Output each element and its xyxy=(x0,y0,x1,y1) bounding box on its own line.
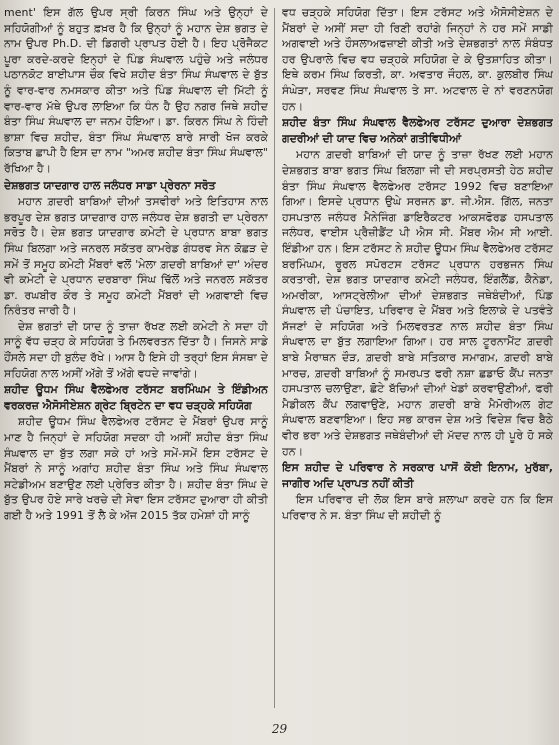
left-paragraph-2: ਮਹਾਨ ਗ਼ਦਰੀ ਬਾਬਿਆਂ ਦੀਆਂ ਤਸਵੀਰਾਂ ਅਤੇ ਇਤਿਹਾਸ ਨਾਲ ਭਰਪੂਰ ਦੇਸ਼ ਭਗਤ ਯਾਦਗਾਰ ਹਾਲ ਜਲੰਧਰ ਦੇਸ਼ ਭਗਤੀ ਦਾ ਪ੍ਰੇਰਨਾ ਸਰੋਤ ਹੈ। ਦੇਸ਼ ਭਗਤ ਯਾਦਗਾਰ ਕਮੇਟੀ ਦੇ ਪ੍ਰਧਾਨ ਬਾਬਾ ਭਗਤ ਸਿੰਘ ਬਿਲਗਾ ਅਤੇ ਜਨਰਲ ਸਕੱਤਰ ਕਾਮਰੇਡ ਗੰਧਰਵ ਸੇਨ ਕੋਛੜ ਦੇ ਸਮੇਂ ਤੋਂ ਸਮੂਹ ਕਮੇਟੀ ਮੈਂਬਰਾਂ ਵਲੋਂ 'ਮੇਲਾ ਗ਼ਦਰੀ ਬਾਬਿਆਂ ਦਾ' ਅੰਦਰ ਵੀ ਕਮੇਟੀ ਦੇ ਪ੍ਰਧਾਨ ਦਰਬਾਰਾ ਸਿੰਘ ਢਿੱਲੋਂ ਅਤੇ ਜਨਰਲ ਸਕੱਤਰ ਡਾ. ਰਘਬੀਰ ਕੌਰ ਤੇ ਸਮੂਹ ਕਮੇਟੀ ਮੈਂਬਰਾਂ ਦੀ ਅਗਵਾਈ ਵਿਚ ਨਿਰੰਤਰ ਜਾਰੀ ਹੈ। xyxy=(4,195,268,318)
left-column xyxy=(4,5,268,715)
right-paragraph-1: ਵਧ ਚੜ੍ਹਕੇ ਸਹਿਯੋਗ ਦਿੱਤਾ। ਇਸ ਟਰੱਸਟ ਅਤੇ ਐਸੋਸੀਏਸ਼ਨ ਦੇ ਮੈਂਬਰਾਂ ਦੇ ਅਸੀਂ ਸਦਾ ਹੀ ਰਿਣੀ ਰਹਾਂਗੇ ਜਿਨ੍ਹਾਂ ਨੇ ਹਰ ਸਮੇਂ ਸਾਡੀ ਅਗਵਾਈ ਅਤੇ ਹੌਸਲਾਅਫਜ਼ਾਈ ਕੀਤੀ ਅਤੇ ਦੇਸ਼ਭਗਤਾਂ ਨਾਲ ਸੰਬੰਧਤ ਹਰ ਉਪਰਾਲੇ ਵਿਚ ਵਧ ਚੜ੍ਹਕੇ ਸਹਿਯੋਗ ਦੇ ਕੇ ਉਤਸ਼ਾਹਿਤ ਕੀਤਾ। ਇਥੇ ਕਰਮ ਸਿੰਘ ਕਿਰਤੀ, ਕਾ. ਅਵਤਾਰ ਜੌਹਲ, ਕਾ. ਕੁਲਬੀਰ ਸਿੰਘ ਸੰਘੇੜਾ, ਸਰਵਣ ਸਿੰਘ ਸੰਘਵਾਲ ਤੇ ਸਾ. ਅਟਵਾਲ ਦੇ ਨਾਂ ਵਰਣਨਯੋਗ ਹਨ। xyxy=(282,6,553,113)
right-paragraph-3: ਇਸ ਪਰਿਵਾਰ ਦੀ ਲੋਕ ਇਸ ਬਾਰੇ ਸ਼ਲਾਘਾ ਕਰਦੇ ਹਨ ਕਿ ਇਸ ਪਰਿਵਾਰ ਨੇ ਸ. ਬੰਤਾ ਸਿੰਘ ਦੀ ਸ਼ਹੀਦੀ ਨੂੰ xyxy=(282,493,553,522)
left-heading-memorial-hall: ਦੇਸ਼ਭਗਤ ਯਾਦਗਾਰ ਹਾਲ ਜਲੰਧਰ ਸਾਡਾ ਪ੍ਰੇਰਨਾ ਸਰੋਤ xyxy=(4,178,216,192)
right-column xyxy=(282,5,553,715)
left-paragraph-1: ment' ਇਸ ਗੱਲ ਉਪਰ ਸ੍ਰੀ ਕਿਰਨ ਸਿੰਘ ਅਤੇ ਉਨ੍ਹਾਂ ਦੇ ਸਹਿਯੋਗੀਆਂ ਨੂੰ ਬਹੁਤ ਫ਼ਖ਼ਰ ਹੈ ਕਿ ਉਨ੍ਹਾਂ ਨੂੰ ਮਹਾਨ ਦੇਸ਼ ਭਗਤ ਦੇ ਨਾਮ ਉਪਰ Ph.D. ਦੀ ਡਿਗਰੀ ਪ੍ਰਾਪਤ ਹੋਈ ਹੈ। ਇਹ ਪ੍ਰੋਜੈਕਟ ਪੂਰਾ ਕਰਦੇ-ਕਰਦੇ ਇਨ੍ਹਾਂ ਦੇ ਪਿੰਡ ਸੰਘਵਾਲ ਪਹੁੰਚੇ ਅਤੇ ਜਲੰਧਰ ਪਠਾਨਕੋਟ ਬਾਈਪਾਸ ਚੌਕ ਵਿਖੇ ਸ਼ਹੀਦ ਬੰਤਾ ਸਿੰਘ ਸੰਘਵਾਲ ਦੇ ਬੁੱਤ ਨੂੰ ਵਾਰ-ਵਾਰ ਨਮਸਕਾਰ ਕੀਤਾ ਅਤੇ ਪਿੰਡ ਸੰਘਵਾਲ ਦੀ ਮਿੱਟੀ ਨੂੰ ਵਾਰ-ਵਾਰ ਮੱਥੇ ਉਪਰ ਲਾਇਆ ਕਿ ਧੰਨ ਹੈ ਉਹ ਨਗਰ ਜਿਥੇ ਸ਼ਹੀਦ ਬੰਤਾ ਸਿੰਘ ਸੰਘਵਾਲ ਦਾ ਜਨਮ ਹੋਇਆ। ਡਾ. ਕਿਰਨ ਸਿੰਘ ਨੇ ਹਿੰਦੀ ਭਾਸ਼ਾ ਵਿਚ ਸ਼ਹੀਦ, ਬੰਤਾ ਸਿੰਘ ਸੰਘਵਾਲ ਬਾਰੇ ਸਾਰੀ ਖੋਜ ਕਰਕੇ ਕਿਤਾਬ ਛਾਪੀ ਹੈ ਇਸ ਦਾ ਨਾਮ "ਅਮਰ ਸ਼ਹੀਦ ਬੰਤਾ ਸਿੰਘ ਸੰਘਵਾਲ" ਰੱਖਿਆ ਹੈ। xyxy=(4,6,268,175)
right-heading-family: ਇਸ ਸ਼ਹੀਦ ਦੇ ਪਰਿਵਾਰ ਨੇ ਸਰਕਾਰ ਪਾਸੋਂ ਕੋਈ ਇਨਾਮ, ਮੁਰੱਬਾ, ਜਾਗੀਰ ਅਦਿ ਪ੍ਰਾਪਤ ਨਹੀਂ ਕੀਤੀ xyxy=(282,461,553,490)
left-paragraph-3: ਦੇਸ਼ ਭਗਤਾਂ ਦੀ ਯਾਦ ਨੂੰ ਤਾਜ਼ਾ ਰੱਖਣ ਲਈ ਕਮੇਟੀ ਨੇ ਸਦਾ ਹੀ ਸਾਨੂੰ ਵੱਧ ਚੜ੍ਹ ਕੇ ਸਹਿਯੋਗ ਤੇ ਮਿਲਵਰਤਨ ਦਿੱਤਾ ਹੈ। ਜਿਸਨੇ ਸਾਡੇ ਹੌਂਸਲੇ ਸਦਾ ਹੀ ਬੁਲੰਦ ਰੱਖੇ। ਆਸ ਹੈ ਇਸੇ ਹੀ ਤਰ੍ਹਾਂ ਇਸ ਸੰਸਥਾ ਦੇ ਸਹਿਯੋਗ ਨਾਲ ਅਸੀਂ ਅੱਗੇ ਤੋਂ ਅੱਗੇ ਵਧਦੇ ਜਾਵਾਂਗੇ। xyxy=(4,319,268,380)
left-heading-welfare-trust: ਸ਼ਹੀਦ ਊਧਮ ਸਿੰਘ ਵੈਲਫੇਅਰ ਟਰੱਸਟ ਬਰਮਿੰਘਮ ਤੇ ਇੰਡੀਅਨ ਵਰਕਰਜ਼ ਐਸੋਸੀਏਸ਼ਨ ਗ੍ਰੇਟ ਬ੍ਰਿਟੇਨ ਦਾ ਵਧ ਚੜ੍ਹਕੇ ਸਹਿਯੋਗ xyxy=(4,383,268,412)
right-heading-trust-activities: ਸ਼ਹੀਦ ਬੰਤਾ ਸਿੰਘ ਸੰਘਵਾਲ ਵੈਲਫੇਅਰ ਟਰੱਸਟ ਦੁਆਰਾ ਦੇਸ਼ਭਗਤ ਗਦਰੀਆਂ ਦੀ ਯਾਦ ਵਿਚ ਅਨੇਕਾਂ ਗਤੀਵਿਧੀਆਂ xyxy=(282,116,553,145)
right-paragraph-2: ਮਹਾਨ ਗ਼ਦਰੀ ਬਾਬਿਆਂ ਦੀ ਯਾਦ ਨੂੰ ਤਾਜ਼ਾ ਰੱਖਣ ਲਈ ਮਹਾਨ ਦੇਸ਼ਭਗਤ ਬਾਬਾ ਭਗਤ ਸਿੰਘ ਬਿਲਗਾ ਜੀ ਦੀ ਸਰਪ੍ਰਸਤੀ ਹੇਠ ਸ਼ਹੀਦ ਬੰਤਾ ਸਿੰਘ ਸੰਘਵਾਲ ਵੈਲਫੇਅਰ ਟਰੱਸਟ 1992 ਵਿਚ ਬਣਾਇਆ ਗਿਆ। ਇਸਦੇ ਪ੍ਰਧਾਨ ਉਘੇ ਸਰਜਨ ਡਾ. ਜੀ.ਐਸ. ਗਿੱਲ, ਜਨਤਾ ਹਸਪਤਾਲ ਜਲੰਧਰ ਮੈਨੇਜਿੰਗ ਡਾਇਰੈਕਟਰ ਆਕਸਫੋਰਡ ਹਸਪਤਾਲ ਜਲੰਧਰ, ਵਾਈਸ ਪ੍ਰੈਜ਼ੀਡੈਂਟ ਪੀ ਐਸ ਸੀ. ਮੈਂਬਰ ਐਮ ਸੀ ਆਈ. ਇੰਡੀਆ ਹਨ। ਇਸ ਟਰੱਸਟ ਨੇ ਸ਼ਹੀਦ ਊਧਮ ਸਿੰਘ ਵੈਲਫੇਅਰ ਟਰੱਸਟ ਬਰਮਿੰਘਮ, ਰੂਰਲ ਸਪੋਰਟਸ ਟਰੱਸਟ ਪ੍ਰਧਾਨ ਹਰਭਜਨ ਸਿੰਘ ਕਰਤਾਰੀ, ਦੇਸ਼ ਭਗਤ ਯਾਦਗਾਰ ਕਮੇਟੀ ਜਲੰਧਰ, ਇੰਗਲੈਂਡ, ਕੈਨੇਡਾ, ਅਮਰੀਕਾ, ਆਸਟ੍ਰੇਲੀਆ ਦੀਆਂ ਦੇਸ਼ਭਗਤ ਜਥੇਬੰਦੀਆਂ, ਪਿੰਡ ਸੰਘਵਾਲ ਦੀ ਪੰਚਾਇਤ, ਪਰਿਵਾਰ ਦੇ ਮੈਂਬਰ ਅਤੇ ਇਲਾਕੇ ਦੇ ਪਤਵੰਤੇ ਸੱਜਣਾਂ ਦੇ ਸਹਿਯੋਗ ਅਤੇ ਮਿਲਵਰਤਣ ਨਾਲ ਸ਼ਹੀਦ ਬੰਤਾ ਸਿੰਘ ਸੰਘਵਾਲ ਦਾ ਬੁੱਤ ਲਗਾਇਆ ਗਿਆ। ਹਰ ਸਾਲ ਟੂਰਨਾਮੈਂਟ ਗ਼ਦਰੀ ਬਾਬੇ ਮੈਰਾਥਨ ਦੌੜ, ਗ਼ਦਰੀ ਬਾਬੇ ਸਤਿਕਾਰ ਸਮਾਗਮ, ਗ਼ਦਰੀ ਬਾਬੇ ਮਾਰਚ, ਗ਼ਦਰੀ ਬਾਬਿਆਂ ਨੂੰ ਸਮਰਪਤ ਫਰੀ ਨਸ਼ਾ ਛਡਾਓ ਕੈਂਪ ਜਨਤਾ ਹਸਪਤਾਲ ਚਲਾਉਣਾ, ਛੋਟੇ ਬੱਚਿਆਂ ਦੀਆਂ ਖੇਡਾਂ ਕਰਵਾਉਣੀਆਂ, ਫਰੀ ਮੈਡੀਕਲ ਕੈਂਪ ਲਗਵਾਉਣੇ, ਮਹਾਨ ਗ਼ਦਰੀ ਬਾਬੇ ਮੈਮੋਰੀਅਲ ਗੇਟ ਸੰਘਵਾਲ ਬਣਵਾਇਆ। ਇਹ ਸਭ ਕਾਰਜ ਦੇਸ਼ ਅਤੇ ਵਿਦੇਸ਼ ਵਿਚ ਬੈਠੇ ਵੀਰ ਭਰਾ ਅਤੇ ਦੇਸ਼ਭਗਤ ਜਥੇਬੰਦੀਆਂ ਦੀ ਮੱਦਦ ਨਾਲ ਹੀ ਪੂਰੇ ਹੋ ਸਕੇ ਹਨ। xyxy=(282,148,553,458)
page-number: 29 xyxy=(271,722,288,736)
column-divider xyxy=(274,8,275,708)
left-paragraph-4: ਸ਼ਹੀਦ ਊਧਮ ਸਿੰਘ ਵੈਲਫੇਅਰ ਟਰੱਸਟ ਦੇ ਮੈਂਬਰਾਂ ਉਪਰ ਸਾਨੂੰ ਮਾਣ ਹੈ ਜਿਨ੍ਹਾਂ ਦੇ ਸਹਿਯੋਗ ਸਦਕਾ ਹੀ ਅਸੀਂ ਸ਼ਹੀਦ ਬੰਤਾ ਸਿੰਘ ਸੰਘਵਾਲ ਦਾ ਬੁੱਤ ਲਗਾ ਸਕੇ ਹਾਂ ਅਤੇ ਸਮੇਂ-ਸਮੇਂ ਇਸ ਟਰੱਸਟ ਦੇ ਮੈਂਬਰਾਂ ਨੇ ਸਾਨੂੰ ਅਗਾਂਹ ਸ਼ਹੀਦ ਬੰਤਾ ਸਿੰਘ ਅਤੇ ਸਿੰਘ ਸੰਘਵਾਲ ਸਟੇਡੀਅਮ ਬਣਾਉਣ ਲਈ ਪ੍ਰੇਰਿਤ ਕੀਤਾ ਹੈ। ਸ਼ਹੀਦ ਬੰਤਾ ਸਿੰਘ ਦੇ ਬੁੱਤ ਉਪਰ ਹੋਏ ਸਾਰੇ ਖਰਚੇ ਦੀ ਸੇਵਾ ਇਸ ਟਰੱਸਟ ਦੁਆਰਾ ਹੀ ਕੀਤੀ ਗਈ ਹੈ ਅਤੇ 1991 ਤੋਂ ਲੈ ਕੇ ਅੱਜ 2015 ਤੱਕ ਹਮੇਸ਼ਾਂ ਹੀ ਸਾਨੂੰ xyxy=(4,415,268,522)
